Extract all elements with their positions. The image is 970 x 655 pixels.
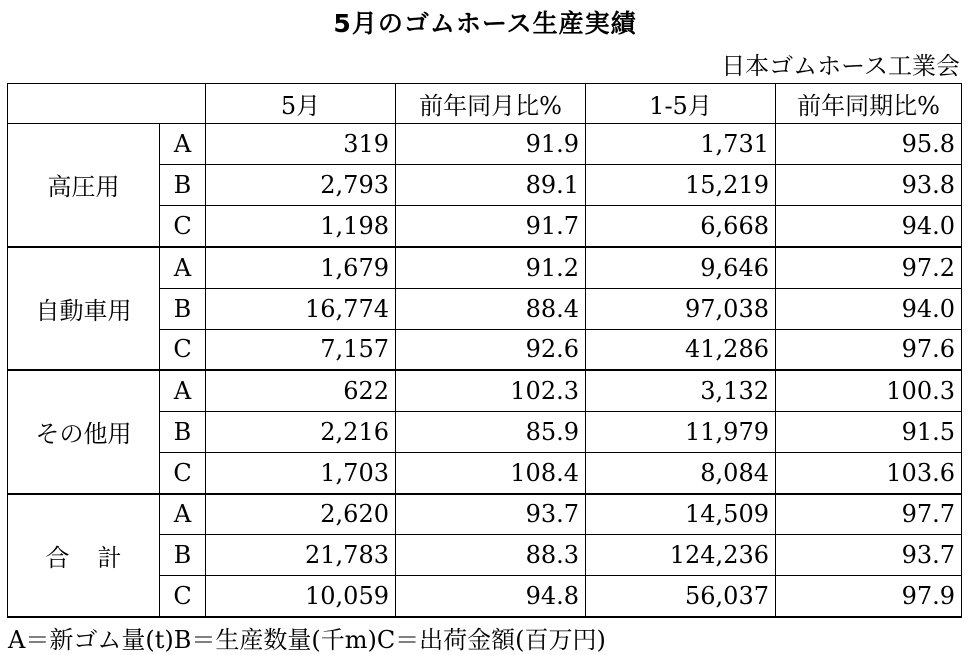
group-label: 高圧用	[8, 124, 160, 247]
production-table	[7, 83, 962, 618]
ytd-value: 56,037	[586, 576, 776, 617]
month-yoy-value: 91.2	[396, 247, 586, 288]
month-value: 2,216	[206, 411, 396, 452]
ytd-value: 9,646	[586, 247, 776, 288]
ytd-yoy-value: 103.6	[776, 453, 962, 494]
month-value: 2,620	[206, 494, 396, 535]
ytd-value: 3,132	[586, 370, 776, 411]
month-yoy-value: 88.4	[396, 288, 586, 329]
group-label: 自動車用	[8, 247, 160, 370]
group-label: その他用	[8, 370, 160, 493]
ytd-yoy-value: 93.8	[776, 165, 962, 206]
ytd-value: 124,236	[586, 535, 776, 576]
row-code: A	[160, 494, 206, 535]
header-ytd-yoy: 前年同期比%	[776, 84, 962, 124]
row-code: A	[160, 370, 206, 411]
month-value: 1,679	[206, 247, 396, 288]
row-code: B	[160, 411, 206, 452]
table-row	[8, 124, 962, 165]
month-value: 7,157	[206, 329, 396, 370]
ytd-yoy-value: 95.8	[776, 124, 962, 165]
month-yoy-value: 89.1	[396, 165, 586, 206]
month-value: 622	[206, 370, 396, 411]
ytd-value: 1,731	[586, 124, 776, 165]
month-value: 1,198	[206, 206, 396, 247]
ytd-yoy-value: 97.7	[776, 494, 962, 535]
header-row	[8, 84, 962, 124]
header-month-yoy: 前年同月比%	[396, 84, 586, 124]
row-code: C	[160, 329, 206, 370]
row-code: C	[160, 206, 206, 247]
month-value: 1,703	[206, 453, 396, 494]
month-value: 319	[206, 124, 396, 165]
table-row	[8, 247, 962, 288]
row-code: A	[160, 124, 206, 165]
header-month: 5月	[206, 84, 396, 124]
table-row	[8, 370, 962, 411]
ytd-yoy-value: 100.3	[776, 370, 962, 411]
footnote: A＝新ゴム量(t)B＝生産数量(千m)C＝出荷金額(百万円)	[8, 626, 606, 654]
ytd-yoy-value: 94.0	[776, 206, 962, 247]
month-yoy-value: 85.9	[396, 411, 586, 452]
header-blank	[8, 84, 206, 124]
ytd-value: 97,038	[586, 288, 776, 329]
ytd-value: 14,509	[586, 494, 776, 535]
ytd-value: 6,668	[586, 206, 776, 247]
ytd-yoy-value: 94.0	[776, 288, 962, 329]
month-yoy-value: 91.9	[396, 124, 586, 165]
month-yoy-value: 94.8	[396, 576, 586, 617]
row-code: B	[160, 165, 206, 206]
source-label: 日本ゴムホース工業会	[721, 52, 960, 80]
header-ytd: 1-5月	[586, 84, 776, 124]
page-title: 5月のゴムホース生産実績	[333, 9, 637, 38]
month-value: 21,783	[206, 535, 396, 576]
month-yoy-value: 91.7	[396, 206, 586, 247]
month-yoy-value: 102.3	[396, 370, 586, 411]
table-row	[8, 494, 962, 535]
ytd-yoy-value: 97.9	[776, 576, 962, 617]
month-value: 16,774	[206, 288, 396, 329]
row-code: C	[160, 576, 206, 617]
ytd-value: 41,286	[586, 329, 776, 370]
row-code: B	[160, 535, 206, 576]
month-yoy-value: 88.3	[396, 535, 586, 576]
month-value: 2,793	[206, 165, 396, 206]
row-code: B	[160, 288, 206, 329]
row-code: C	[160, 453, 206, 494]
month-value: 10,059	[206, 576, 396, 617]
row-code: A	[160, 247, 206, 288]
ytd-yoy-value: 91.5	[776, 411, 962, 452]
ytd-yoy-value: 97.2	[776, 247, 962, 288]
month-yoy-value: 93.7	[396, 494, 586, 535]
group-label: 合計	[8, 494, 160, 617]
month-yoy-value: 92.6	[396, 329, 586, 370]
ytd-value: 15,219	[586, 165, 776, 206]
ytd-value: 11,979	[586, 411, 776, 452]
ytd-yoy-value: 97.6	[776, 329, 962, 370]
ytd-value: 8,084	[586, 453, 776, 494]
ytd-yoy-value: 93.7	[776, 535, 962, 576]
month-yoy-value: 108.4	[396, 453, 586, 494]
